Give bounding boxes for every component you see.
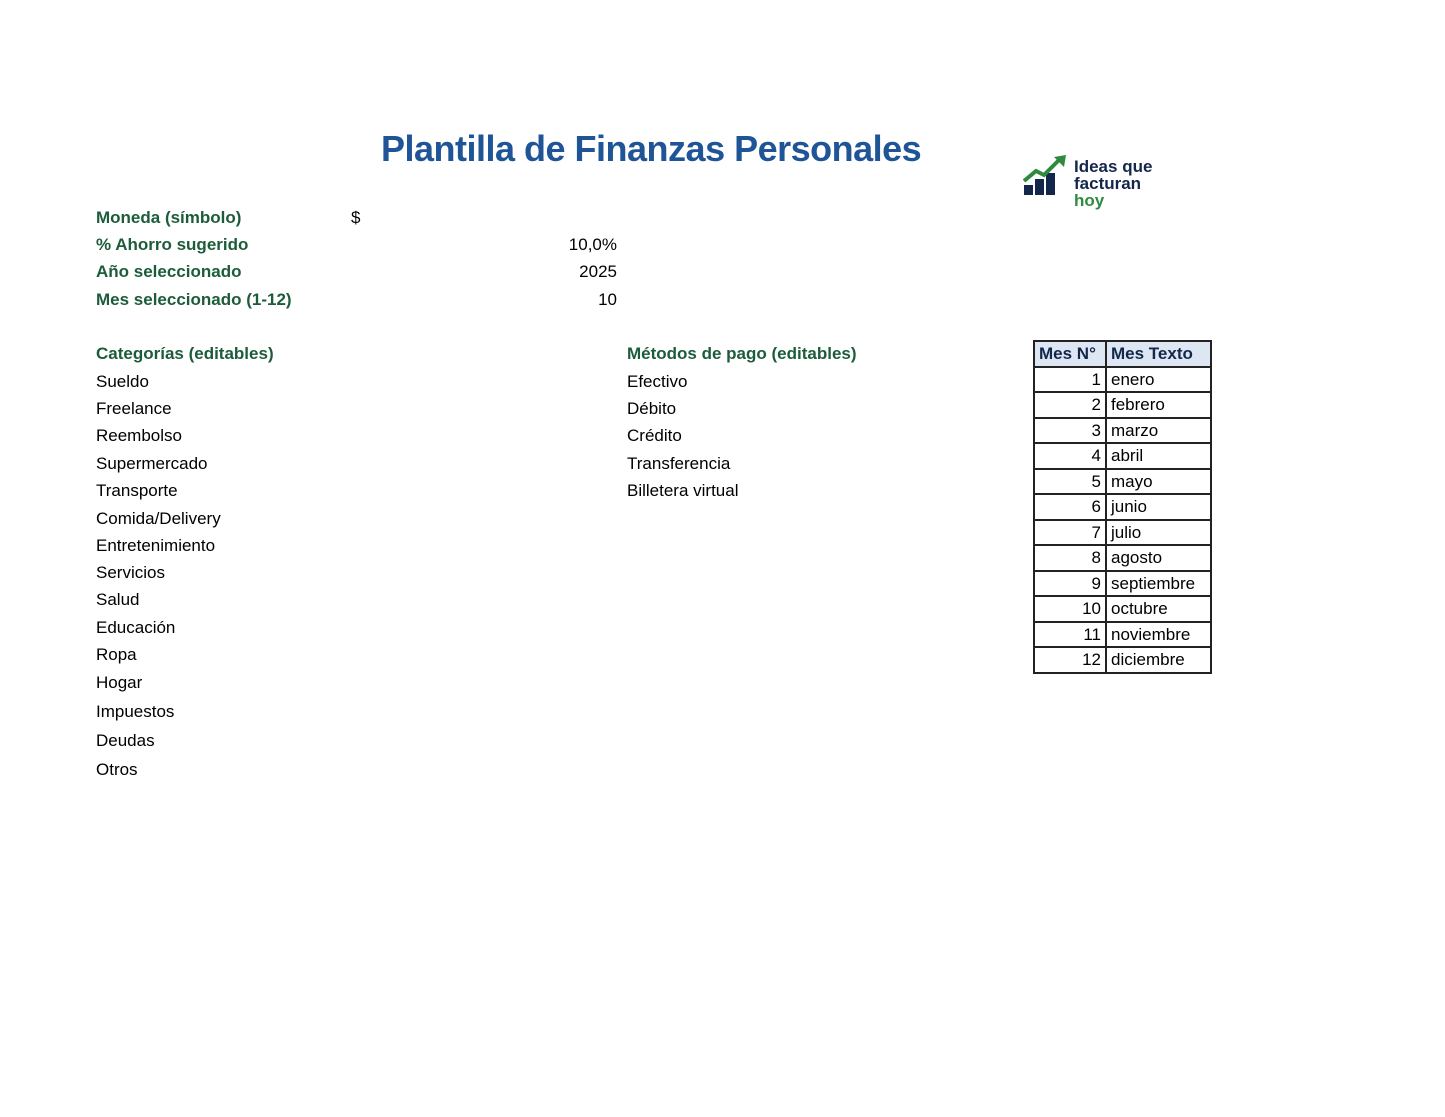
setting-value-year[interactable]: 2025 bbox=[579, 262, 617, 281]
month-text[interactable]: julio bbox=[1106, 520, 1211, 546]
logo-line-3: hoy bbox=[1074, 191, 1105, 210]
category-item[interactable]: Supermercado bbox=[96, 454, 208, 473]
table-row bbox=[1034, 494, 1211, 520]
payment-method-item[interactable]: Débito bbox=[627, 399, 677, 418]
month-number[interactable]: 1 bbox=[1034, 367, 1106, 393]
category-item[interactable]: Freelance bbox=[96, 399, 172, 418]
month-number[interactable]: 4 bbox=[1034, 443, 1106, 469]
logo-line-1: Ideas que bbox=[1074, 157, 1153, 176]
table-row bbox=[1034, 571, 1211, 597]
category-item[interactable]: Entretenimiento bbox=[96, 536, 216, 555]
table-row bbox=[1034, 520, 1211, 546]
payment-method-item[interactable]: Crédito bbox=[627, 426, 682, 445]
table-row bbox=[1034, 392, 1211, 418]
table-row bbox=[1034, 622, 1211, 648]
months-table-header bbox=[1034, 341, 1211, 367]
payment-method-item[interactable]: Billetera virtual bbox=[627, 481, 739, 500]
payment-method-item[interactable]: Efectivo bbox=[627, 372, 688, 391]
column-header-month-number: Mes N° bbox=[1034, 341, 1106, 367]
month-number[interactable]: 3 bbox=[1034, 418, 1106, 444]
category-item[interactable]: Comida/Delivery bbox=[96, 509, 221, 528]
setting-label-year: Año seleccionado bbox=[96, 262, 242, 281]
month-number[interactable]: 6 bbox=[1034, 494, 1106, 520]
setting-label-month: Mes seleccionado (1-12) bbox=[96, 290, 292, 309]
month-text[interactable]: mayo bbox=[1106, 469, 1211, 495]
month-number[interactable]: 7 bbox=[1034, 520, 1106, 546]
month-text[interactable]: enero bbox=[1106, 367, 1211, 393]
table-row bbox=[1034, 545, 1211, 571]
category-item[interactable]: Educación bbox=[96, 618, 176, 637]
category-item[interactable]: Reembolso bbox=[96, 426, 182, 445]
category-item[interactable]: Ropa bbox=[96, 645, 137, 664]
month-text[interactable]: diciembre bbox=[1106, 647, 1211, 673]
setting-label-currency: Moneda (símbolo) bbox=[96, 208, 242, 227]
month-text[interactable]: marzo bbox=[1106, 418, 1211, 444]
category-item[interactable]: Transporte bbox=[96, 481, 178, 500]
category-item[interactable]: Otros bbox=[96, 760, 138, 779]
setting-label-savings: % Ahorro sugerido bbox=[96, 235, 249, 254]
logo-line-2: facturan bbox=[1074, 174, 1142, 193]
month-text[interactable]: febrero bbox=[1106, 392, 1211, 418]
brand-logo bbox=[1022, 155, 1182, 215]
month-number[interactable]: 5 bbox=[1034, 469, 1106, 495]
table-row bbox=[1034, 596, 1211, 622]
column-header-month-text: Mes Texto bbox=[1106, 341, 1211, 367]
category-item[interactable]: Sueldo bbox=[96, 372, 149, 391]
month-number[interactable]: 9 bbox=[1034, 571, 1106, 597]
month-number[interactable]: 11 bbox=[1034, 622, 1106, 648]
table-row bbox=[1034, 647, 1211, 673]
page-title: Plantilla de Finanzas Personales bbox=[381, 128, 922, 169]
month-number[interactable]: 12 bbox=[1034, 647, 1106, 673]
category-item[interactable]: Impuestos bbox=[96, 702, 175, 721]
table-row bbox=[1034, 418, 1211, 444]
payment-method-item[interactable]: Transferencia bbox=[627, 454, 731, 473]
month-number[interactable]: 8 bbox=[1034, 545, 1106, 571]
month-text[interactable]: agosto bbox=[1106, 545, 1211, 571]
month-number[interactable]: 2 bbox=[1034, 392, 1106, 418]
category-item[interactable]: Servicios bbox=[96, 563, 165, 582]
table-row bbox=[1034, 367, 1211, 393]
categories-header: Categorías (editables) bbox=[96, 344, 274, 363]
month-number[interactable]: 10 bbox=[1034, 596, 1106, 622]
months-table bbox=[1033, 340, 1212, 674]
month-text[interactable]: junio bbox=[1106, 494, 1211, 520]
category-item[interactable]: Hogar bbox=[96, 673, 143, 692]
payment-methods-header: Métodos de pago (editables) bbox=[627, 344, 857, 363]
month-text[interactable]: octubre bbox=[1106, 596, 1211, 622]
table-row bbox=[1034, 469, 1211, 495]
setting-value-month[interactable]: 10 bbox=[598, 290, 617, 309]
month-text[interactable]: abril bbox=[1106, 443, 1211, 469]
logo-text bbox=[1074, 158, 1152, 209]
growth-chart-icon bbox=[1022, 155, 1070, 199]
table-row bbox=[1034, 443, 1211, 469]
setting-value-currency[interactable]: $ bbox=[351, 208, 361, 227]
category-item[interactable]: Deudas bbox=[96, 731, 155, 750]
month-text[interactable]: septiembre bbox=[1106, 571, 1211, 597]
category-item[interactable]: Salud bbox=[96, 590, 140, 609]
setting-value-savings[interactable]: 10,0% bbox=[568, 235, 617, 254]
month-text[interactable]: noviembre bbox=[1106, 622, 1211, 648]
